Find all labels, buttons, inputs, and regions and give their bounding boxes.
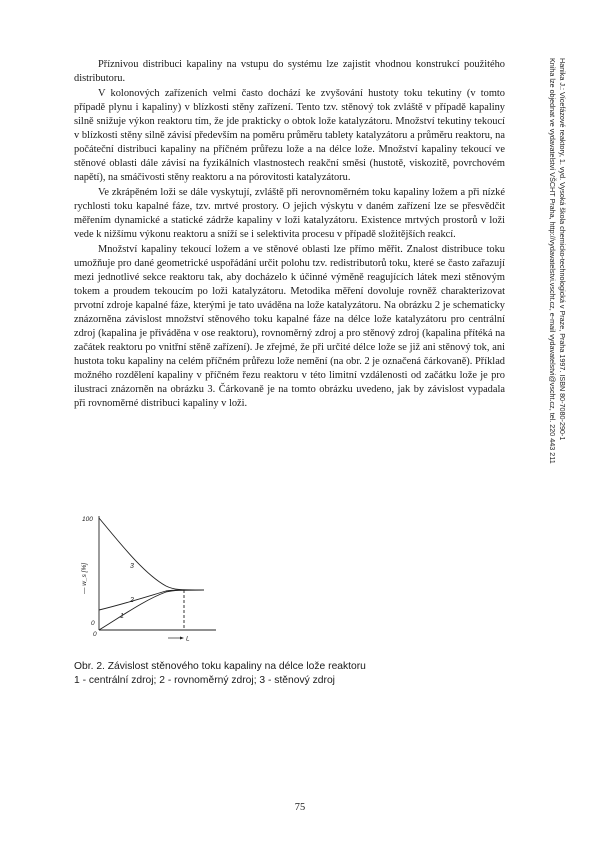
y-tick-top: 100 [82, 516, 93, 523]
page-number: 75 [294, 802, 306, 813]
x-axis-label: L [186, 635, 190, 643]
paragraph-3: Ve zkrápěném loži se dále vyskytují, zvláště při nerovnoměrném toku kapaliny ložem a při nízké rychlosti toku kapalné fáze, tzv. mrtvé prostory. O jejich výskytu v daném zařízení lze se přesvědčit měřením dynamické a statické zádrže kapaliny v loži katalyzátoru. Existence mrtvých prostorů v loži vede k nižšímu výkonu reaktoru a sníží se i selektivita procesu v případě složitějších reakcí. [74, 187, 505, 240]
paragraph-4: Množství kapaliny tekoucí ložem a ve stěnové oblasti lze přímo měřit. Znalost distribuce toku umožňuje pro dané geometrické uspořádání určit polohu tzv. redistributorů toku, které se často zařazují mezi jednotlivé sekce reaktoru tak, aby docházelo k účinné výměně reagujících látek mezi stěnovým tokem a proudem tekoucím po loži katalyzátoru. Metodika měření dovoluje rovněž charakterizovat prvotní zdroje kapalné fáze, kterými je tato uváděna na lože katalyzátoru. Na obrázku 2 je schematicky znázorněna závislost množství stěnového toku kapalné fáze na délce lože katalyzátoru pro centrální zdroj (kapalina je přiváděna v ose reaktoru), rovnoměrný zdroj a pro stěnový zdroj (kapalina přítéká na začátek reaktoru po vnitřní stěně zařízení). Je zřejmé, že při určité délce lože se již ani stěnový tok, ani hustota toku kapaliny na celém příčném průřezu lože nemění (na obr. 2 je označená čárkovaně). Příklad možného rozdělení kapaliny v příčném řezu reaktoru v této limitní vzdálenosti od začátku lože je pro ilustraci znázorněn na obrázku 3. Čárkovaně je na tomto obrázku uvedeno, jak by závislost vypadala při rovnoměrné distribuci kapaliny v loži. [74, 244, 505, 409]
curve-2 [99, 590, 204, 610]
caption-line-2: 1 - centrální zdroj; 2 - rovnoměrný zdroj; 3 - stěnový zdroj [74, 675, 335, 686]
paragraph-1: Příznivou distribuci kapaliny na vstupu do systému lze zajistit vhodnou konstrukcí použitého distributoru. [74, 59, 505, 84]
y-tick-bottom: 0 [91, 620, 95, 627]
curve-3 [99, 518, 204, 590]
wall-flow-plot [74, 512, 219, 647]
side-citation-line-1: Hanika J.: Vícefázové reaktory, 1. vyd. Vysoká škola chemicko-technologická v Praze, Praha 1997. ISBN 80-7080-290-1 [558, 58, 567, 441]
y-axis-label: — w_s [%] [81, 562, 88, 594]
side-citation-line-2: Kniha lze objednat ve vydavatelství VŠCHT Praha, http://vydavatelstvi.vscht.cz, e-mail vydavatelstvi@vscht.cz, tel. 220 443 211 [548, 58, 558, 464]
curve-label-2: 2 [130, 597, 134, 604]
curve-label-1: 1 [120, 613, 124, 620]
paragraph-2: V kolonových zařízeních velmi často dochází ke zvyšování hustoty toku tekutiny (v tomto případě plynu i kapaliny) v blízkosti stěny zařízení. Tento tzv. stěnový tok zvláště v případě kapaliny silně snižuje výkon reaktoru tím, že jde prakticky o obtok lože katalyzátoru. Množství tekutiny tekoucí v blízkosti stěny silně závisí především na poměru průměru tablety katalyzátoru a průměru reaktoru, na počáteční distribuci kapaliny na příčném průřezu lože a na délce lože. Množství kapaliny tekoucí ve stěnové oblasti dále závisí na fyzikálních vlastnostech reakční směsi (hustotě, viskozitě, povrchovém napětí), na smáčivosti stěny reaktoru a na pórovitosti katalyzátoru. [74, 88, 505, 183]
x-arrow-head [180, 637, 184, 640]
curve-label-3: 3 [130, 563, 134, 570]
body-text [74, 58, 505, 412]
side-citation [548, 58, 567, 708]
figure-2 [74, 512, 219, 647]
y-origin: 0 [93, 631, 97, 638]
curve-1 [99, 590, 204, 630]
caption-line-1: Obr. 2. Závislost stěnového toku kapaliny na délce lože reaktoru [74, 661, 366, 672]
figure-caption [74, 660, 505, 688]
